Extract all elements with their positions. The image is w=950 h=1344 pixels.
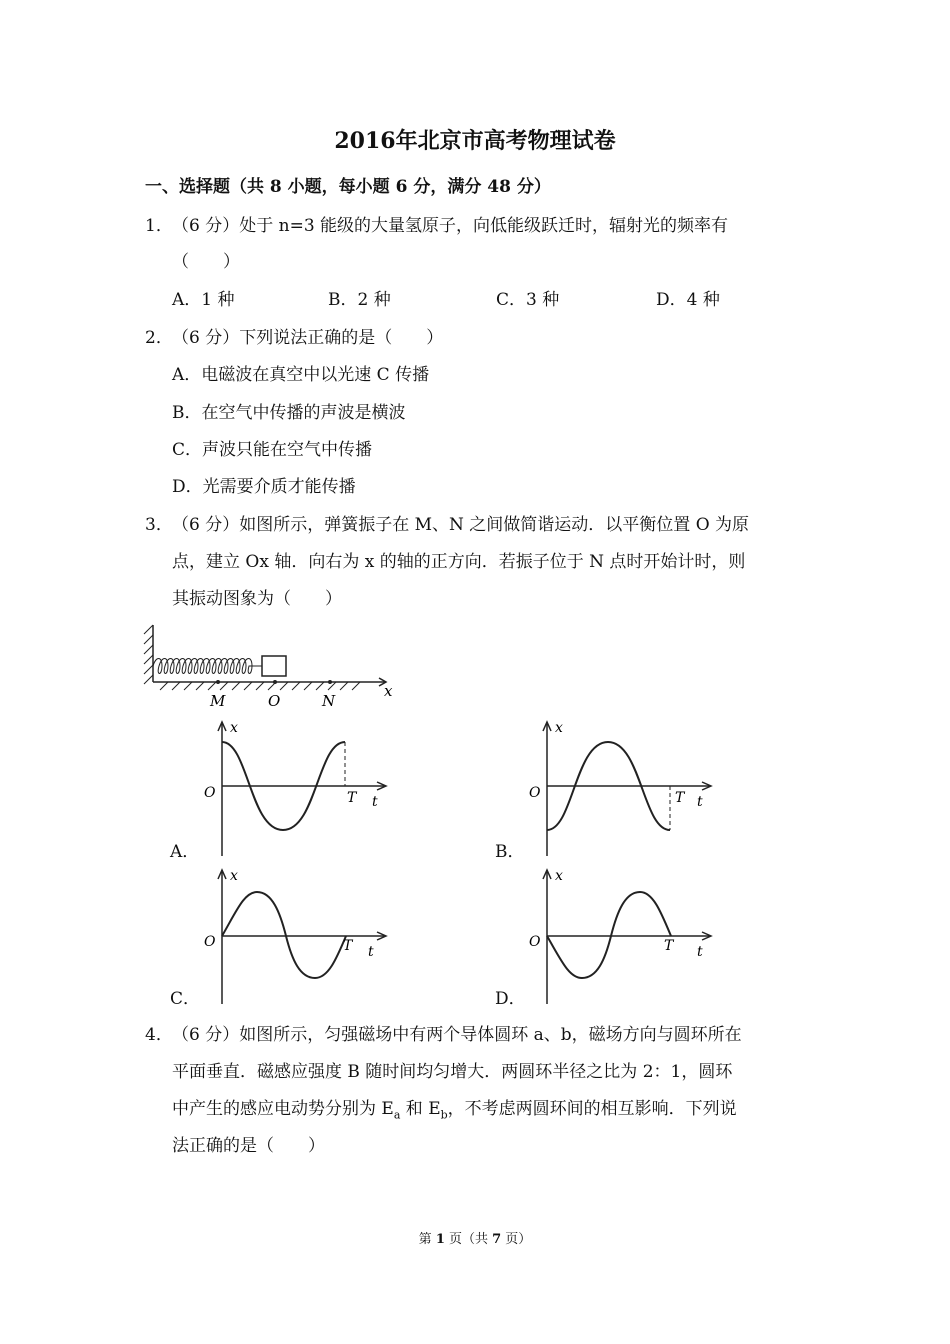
q1-option-c[interactable]: C．3 种 — [496, 290, 560, 310]
q1-stem-line2: （ ） — [172, 252, 240, 272]
q2-stem: （6 分）下列说法正确的是（ ） — [172, 328, 444, 348]
q4-stem-line4: 法正确的是（ ） — [172, 1136, 325, 1156]
q1-option-d[interactable]: D．4 种 — [656, 290, 720, 310]
graph-a-x-label: x — [230, 720, 238, 736]
q4-number: 4． — [145, 1025, 173, 1045]
q3-option-c[interactable]: C． — [170, 989, 201, 1009]
q1-option-a[interactable]: A．1 种 — [172, 290, 235, 310]
graph-b — [525, 718, 725, 858]
q4-stem-line2: 平面垂直．磁感应强度 B 随时间均匀增大．两圆环半径之比为 2：1，圆环 — [172, 1062, 733, 1082]
q1-option-b[interactable]: B．2 种 — [328, 290, 391, 310]
graph-c-period-label: T — [343, 938, 353, 954]
graph-b-origin-label: O — [529, 785, 541, 801]
label-M: M — [210, 692, 226, 710]
section-heading: 一、选择题（共 8 小题，每小题 6 分，满分 48 分） — [145, 177, 551, 197]
graph-d — [525, 866, 725, 1006]
graph-a — [200, 718, 400, 858]
q3-number: 3． — [145, 515, 173, 535]
graph-c-x-label: x — [230, 868, 238, 884]
q4-stem-line3: 中产生的感应电动势分别为 $E_a$ 和 $E_b$，不考虑两圆环间的相互影响．下列说 — [172, 1099, 737, 1122]
footer-page-number: 1 — [435, 1232, 445, 1247]
graph-c — [200, 866, 400, 1006]
graph-c-t-label: t — [368, 944, 374, 960]
q3-option-a[interactable]: A． — [170, 842, 200, 862]
graph-a-period-label: T — [347, 790, 357, 806]
graph-b-t-label: t — [697, 794, 703, 810]
graph-a-origin-label: O — [204, 785, 216, 801]
q3-option-b[interactable]: B． — [495, 842, 525, 862]
q2-number: 2． — [145, 328, 173, 348]
q1-number: 1． — [145, 216, 173, 236]
graph-b-x-label: x — [555, 720, 563, 736]
graph-d-x-label: x — [555, 868, 563, 884]
graph-a-t-label: t — [372, 794, 378, 810]
q2-option-c[interactable]: C．声波只能在空气中传播 — [172, 440, 373, 460]
label-N: N — [322, 692, 336, 710]
spring-oscillator-figure — [140, 620, 410, 710]
q3-stem-line1: （6 分）如图所示，弹簧振子在 M、N 之间做简谐运动．以平衡位置 O 为原 — [172, 515, 750, 535]
q2-option-a[interactable]: A．电磁波在真空中以光速 C 传播 — [172, 365, 430, 385]
q2-option-d[interactable]: D．光需要介质才能传播 — [172, 477, 356, 497]
q3-option-d[interactable]: D． — [495, 989, 526, 1009]
label-O: O — [268, 692, 281, 710]
q1-stem-line1: （6 分）处于 n=3 能级的大量氢原子，向低能级跃迁时，辐射光的频率有 — [172, 216, 729, 236]
q2-option-b[interactable]: B．在空气中传播的声波是横波 — [172, 403, 406, 423]
q3-stem-line3: 其振动图象为（ ） — [172, 589, 342, 609]
footer-total-pages: 7 — [492, 1232, 502, 1247]
page-footer: 第 1 页（共 7 页） — [418, 1232, 532, 1247]
q4-stem-line1: （6 分）如图所示，匀强磁场中有两个导体圆环 a、b，磁场方向与圆环所在 — [172, 1025, 742, 1045]
label-x-axis: x — [384, 682, 393, 700]
graph-b-period-label: T — [675, 790, 685, 806]
graph-c-origin-label: O — [204, 934, 216, 950]
q3-stem-line2: 点，建立 Ox 轴．向右为 x 的轴的正方向．若振子位于 N 点时开始计时，则 — [172, 552, 746, 572]
graph-d-period-label: T — [664, 938, 674, 954]
graph-d-t-label: t — [697, 944, 703, 960]
page-title: 2016年北京市高考物理试卷 — [334, 128, 616, 154]
graph-d-origin-label: O — [529, 934, 541, 950]
